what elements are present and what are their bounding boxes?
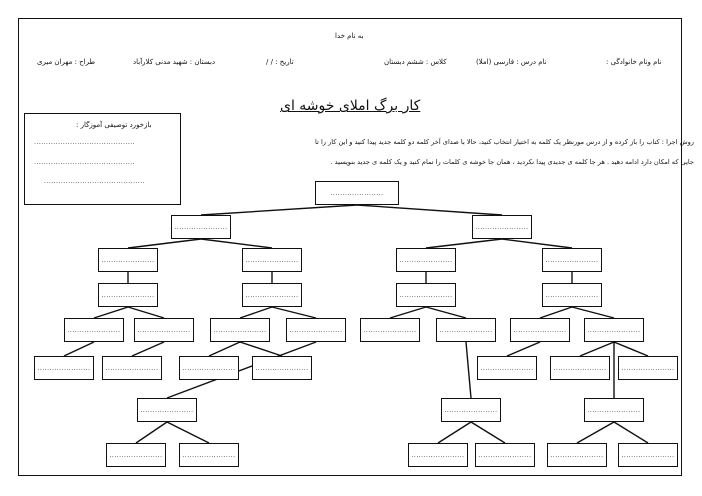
word-placeholder: ...................... — [553, 364, 607, 372]
word-placeholder: ...................... — [174, 223, 228, 231]
word-box[interactable] — [286, 318, 346, 342]
word-box[interactable] — [441, 398, 501, 422]
tree-connector-line — [201, 205, 357, 215]
word-placeholder: ...................... — [137, 326, 191, 334]
word-box[interactable] — [472, 215, 532, 239]
word-placeholder: ...................... — [182, 364, 236, 372]
word-placeholder: ...................... — [513, 326, 567, 334]
feedback-heading: بازخورد توصیفی آموزگار : — [76, 121, 152, 129]
word-box[interactable] — [242, 248, 302, 272]
word-placeholder: ...................... — [105, 364, 159, 372]
word-placeholder: ...................... — [101, 291, 155, 299]
word-box[interactable] — [436, 318, 496, 342]
word-box[interactable] — [550, 356, 610, 380]
tree-connector-line — [577, 422, 614, 443]
word-placeholder: ...................... — [475, 223, 529, 231]
word-box[interactable] — [102, 356, 162, 380]
word-box[interactable] — [396, 248, 456, 272]
word-box[interactable] — [360, 318, 420, 342]
word-box[interactable] — [477, 356, 537, 380]
word-placeholder: ...................... — [545, 291, 599, 299]
word-placeholder: ...................... — [587, 406, 641, 414]
word-placeholder: ...................... — [182, 451, 236, 459]
tree-connector-line — [438, 422, 471, 443]
tree-connector-line — [471, 422, 505, 443]
designer-name: طراح : مهران میری — [37, 58, 96, 66]
instructions-line-2: جایی که امکان دارد ادامه دهید . هر جا کلمه ی جدیدی پیدا نکردید ، همان جا خوشه ی کلمات را تمام کنید و یک کلمه ی جدید بنویسید . — [330, 158, 694, 166]
word-box[interactable] — [542, 248, 602, 272]
student-name-label: نام ونام خانوادگی : — [606, 58, 662, 66]
tree-connector-line — [132, 342, 164, 356]
tree-connector-line — [136, 422, 167, 443]
instructions-line-1: روش اجرا : کتاب را باز کرده و از درس مورنظر یک کلمه به اختیار انتخاب کنید، حالا با صدای آخر کلمه دو کلمه جدید پیدا کنید و این کار را تا — [315, 138, 694, 146]
tree-connector-line — [614, 342, 648, 356]
word-placeholder: ...................... — [480, 364, 534, 372]
tree-connector-line — [94, 307, 128, 318]
feedback-line[interactable]: .......................................... — [44, 178, 146, 185]
word-placeholder: ...................... — [245, 256, 299, 264]
school-name: دبستان : شهید مدنی کلارآباد — [133, 58, 216, 66]
word-box[interactable] — [34, 356, 94, 380]
word-placeholder: ...................... — [255, 364, 309, 372]
tree-connector-line — [167, 422, 209, 443]
tree-connector-line — [240, 307, 272, 318]
word-placeholder: ...................... — [550, 451, 604, 459]
word-box[interactable] — [547, 443, 607, 467]
word-placeholder: ...................... — [545, 256, 599, 264]
word-box[interactable] — [210, 318, 270, 342]
word-box[interactable] — [510, 318, 570, 342]
tree-connector-line — [572, 307, 614, 318]
tree-connector-line — [201, 239, 272, 248]
tree-connector-line — [64, 342, 94, 356]
word-box[interactable] — [179, 356, 239, 380]
word-box[interactable] — [475, 443, 535, 467]
word-placeholder: ...................... — [621, 451, 675, 459]
word-placeholder: ...................... — [478, 451, 532, 459]
word-box[interactable] — [584, 318, 644, 342]
word-box[interactable] — [98, 248, 158, 272]
tree-connector-line — [357, 205, 502, 215]
word-box[interactable] — [64, 318, 124, 342]
tree-connector-line — [580, 342, 614, 356]
word-box[interactable] — [106, 443, 166, 467]
tree-connector-line — [240, 342, 282, 356]
tree-connector-line — [614, 422, 648, 443]
word-box[interactable] — [618, 443, 678, 467]
word-placeholder: ...................... — [399, 256, 453, 264]
tree-connector-line — [128, 239, 201, 248]
word-placeholder: ...................... — [363, 326, 417, 334]
feedback-line[interactable]: .......................................... — [34, 139, 136, 146]
word-box[interactable] — [98, 283, 158, 307]
word-placeholder: ...................... — [330, 189, 384, 197]
date-label: تاریخ : / / — [266, 58, 294, 66]
word-placeholder: ...................... — [213, 326, 267, 334]
word-box[interactable] — [618, 356, 678, 380]
word-placeholder: ...................... — [444, 406, 498, 414]
word-placeholder: ...................... — [101, 256, 155, 264]
tree-connector-line — [502, 239, 572, 248]
tree-connector-line — [466, 342, 471, 398]
word-box[interactable] — [134, 318, 194, 342]
page-title: کار برگ املای خوشه ای — [280, 98, 421, 114]
word-placeholder: ...................... — [399, 291, 453, 299]
word-box[interactable] — [408, 443, 468, 467]
word-box[interactable] — [315, 181, 399, 205]
tree-connector-line — [426, 239, 502, 248]
word-box[interactable] — [242, 283, 302, 307]
word-placeholder: ...................... — [67, 326, 121, 334]
tree-connector-line — [540, 307, 572, 318]
word-box[interactable] — [584, 398, 644, 422]
word-placeholder: ...................... — [245, 291, 299, 299]
word-box[interactable] — [252, 356, 312, 380]
tree-connector-line — [272, 307, 316, 318]
word-box[interactable] — [179, 443, 239, 467]
word-placeholder: ...................... — [439, 326, 493, 334]
tree-connector-line — [128, 307, 164, 318]
word-box[interactable] — [171, 215, 231, 239]
lesson-name: نام درس : فارسی (املا) — [476, 58, 547, 66]
tree-connector-line — [507, 342, 540, 356]
word-placeholder: ...................... — [37, 364, 91, 372]
tree-connector-line — [209, 342, 240, 356]
word-box[interactable] — [396, 283, 456, 307]
tree-connector-line — [426, 307, 466, 318]
basmala: به نام خدا — [335, 32, 364, 40]
word-placeholder: ...................... — [289, 326, 343, 334]
word-placeholder: ...................... — [140, 406, 194, 414]
word-placeholder: ...................... — [411, 451, 465, 459]
word-box[interactable] — [137, 398, 197, 422]
word-placeholder: ...................... — [621, 364, 675, 372]
feedback-line[interactable]: .......................................... — [34, 159, 136, 166]
word-placeholder: ...................... — [109, 451, 163, 459]
tree-connector-line — [390, 307, 426, 318]
word-box[interactable] — [542, 283, 602, 307]
grade-label: کلاس : ششم دبستان — [384, 58, 447, 66]
word-placeholder: ...................... — [587, 326, 641, 334]
